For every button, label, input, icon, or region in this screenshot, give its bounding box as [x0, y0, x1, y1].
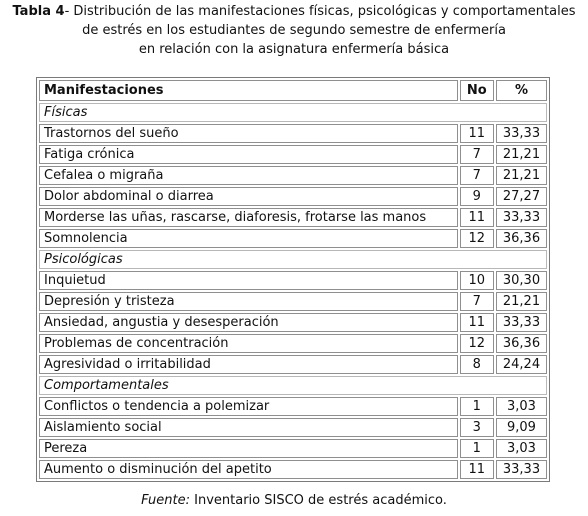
category-label: Físicas: [39, 103, 547, 122]
percent-cell: 21,21: [496, 292, 547, 311]
manifestation-cell: Aumento o disminución del apetito: [39, 460, 458, 479]
percent-cell: 24,24: [496, 355, 547, 374]
percent-cell: 36,36: [496, 334, 547, 353]
table-row: [39, 355, 547, 374]
table-body: [39, 103, 547, 479]
percent-cell: 33,33: [496, 208, 547, 227]
table-row: [39, 124, 547, 143]
table-row: [39, 439, 547, 458]
manifestation-cell: Agresividad o irritabilidad: [39, 355, 458, 374]
header-row: [39, 80, 547, 101]
percent-cell: 33,33: [496, 460, 547, 479]
table-row: [39, 292, 547, 311]
count-cell: 12: [460, 334, 494, 353]
percent-cell: 21,21: [496, 145, 547, 164]
category-row: [39, 250, 547, 269]
caption-line-3: en relación con la asignatura enfermería básica: [138, 42, 450, 57]
percent-cell: 3,03: [496, 397, 547, 416]
count-cell: 7: [460, 145, 494, 164]
caption-text-1: - Distribución de las manifestaciones físicas, psicológicas y comportamentales: [64, 4, 576, 19]
header-percent: %: [496, 80, 547, 101]
table-row: [39, 418, 547, 437]
table-row: [39, 334, 547, 353]
percent-cell: 36,36: [496, 229, 547, 248]
manifestation-cell: Cefalea o migraña: [39, 166, 458, 185]
manifestation-cell: Somnolencia: [39, 229, 458, 248]
table-row: [39, 208, 547, 227]
percent-cell: 3,03: [496, 439, 547, 458]
category-label: Comportamentales: [39, 376, 547, 395]
caption-line-1: [0, 2, 588, 21]
category-row: [39, 376, 547, 395]
table-row: [39, 460, 547, 479]
manifestation-cell: Dolor abdominal o diarrea: [39, 187, 458, 206]
count-cell: 9: [460, 187, 494, 206]
table-row: [39, 313, 547, 332]
source-label: Fuente:: [141, 493, 191, 508]
count-cell: 7: [460, 292, 494, 311]
manifestation-cell: Pereza: [39, 439, 458, 458]
count-cell: 11: [460, 208, 494, 227]
count-cell: 11: [460, 124, 494, 143]
category-label: Psicológicas: [39, 250, 547, 269]
count-cell: 12: [460, 229, 494, 248]
header-no: No: [460, 80, 494, 101]
count-cell: 3: [460, 418, 494, 437]
count-cell: 10: [460, 271, 494, 290]
percent-cell: 30,30: [496, 271, 547, 290]
count-cell: 7: [460, 166, 494, 185]
percent-cell: 9,09: [496, 418, 547, 437]
caption-label: Tabla 4: [12, 4, 65, 19]
source-text: Inventario SISCO de estrés académico.: [190, 493, 447, 508]
percent-cell: 33,33: [496, 124, 547, 143]
manifestation-cell: Inquietud: [39, 271, 458, 290]
percent-cell: 33,33: [496, 313, 547, 332]
header-manifestaciones: Manifestaciones: [39, 80, 458, 101]
manifestation-cell: Trastornos del sueño: [39, 124, 458, 143]
manifestation-cell: Aislamiento social: [39, 418, 458, 437]
count-cell: 1: [460, 397, 494, 416]
manifestation-cell: Morderse las uñas, rascarse, diaforesis, frotarse las manos: [39, 208, 458, 227]
manifestation-cell: Problemas de concentración: [39, 334, 458, 353]
table-row: [39, 229, 547, 248]
table-caption: [0, 2, 588, 59]
caption-line-2: de estrés en los estudiantes de segundo semestre de enfermería: [82, 23, 506, 38]
manifestations-table: [36, 77, 550, 482]
table-row: [39, 187, 547, 206]
table-row: [39, 166, 547, 185]
count-cell: 11: [460, 313, 494, 332]
manifestation-cell: Fatiga crónica: [39, 145, 458, 164]
percent-cell: 27,27: [496, 187, 547, 206]
count-cell: 11: [460, 460, 494, 479]
category-row: [39, 103, 547, 122]
manifestation-cell: Conflictos o tendencia a polemizar: [39, 397, 458, 416]
manifestation-cell: Depresión y tristeza: [39, 292, 458, 311]
table-row: [39, 271, 547, 290]
manifestation-cell: Ansiedad, angustia y desesperación: [39, 313, 458, 332]
table-row: [39, 145, 547, 164]
table-source: [0, 492, 588, 510]
percent-cell: 21,21: [496, 166, 547, 185]
count-cell: 8: [460, 355, 494, 374]
table-row: [39, 397, 547, 416]
count-cell: 1: [460, 439, 494, 458]
